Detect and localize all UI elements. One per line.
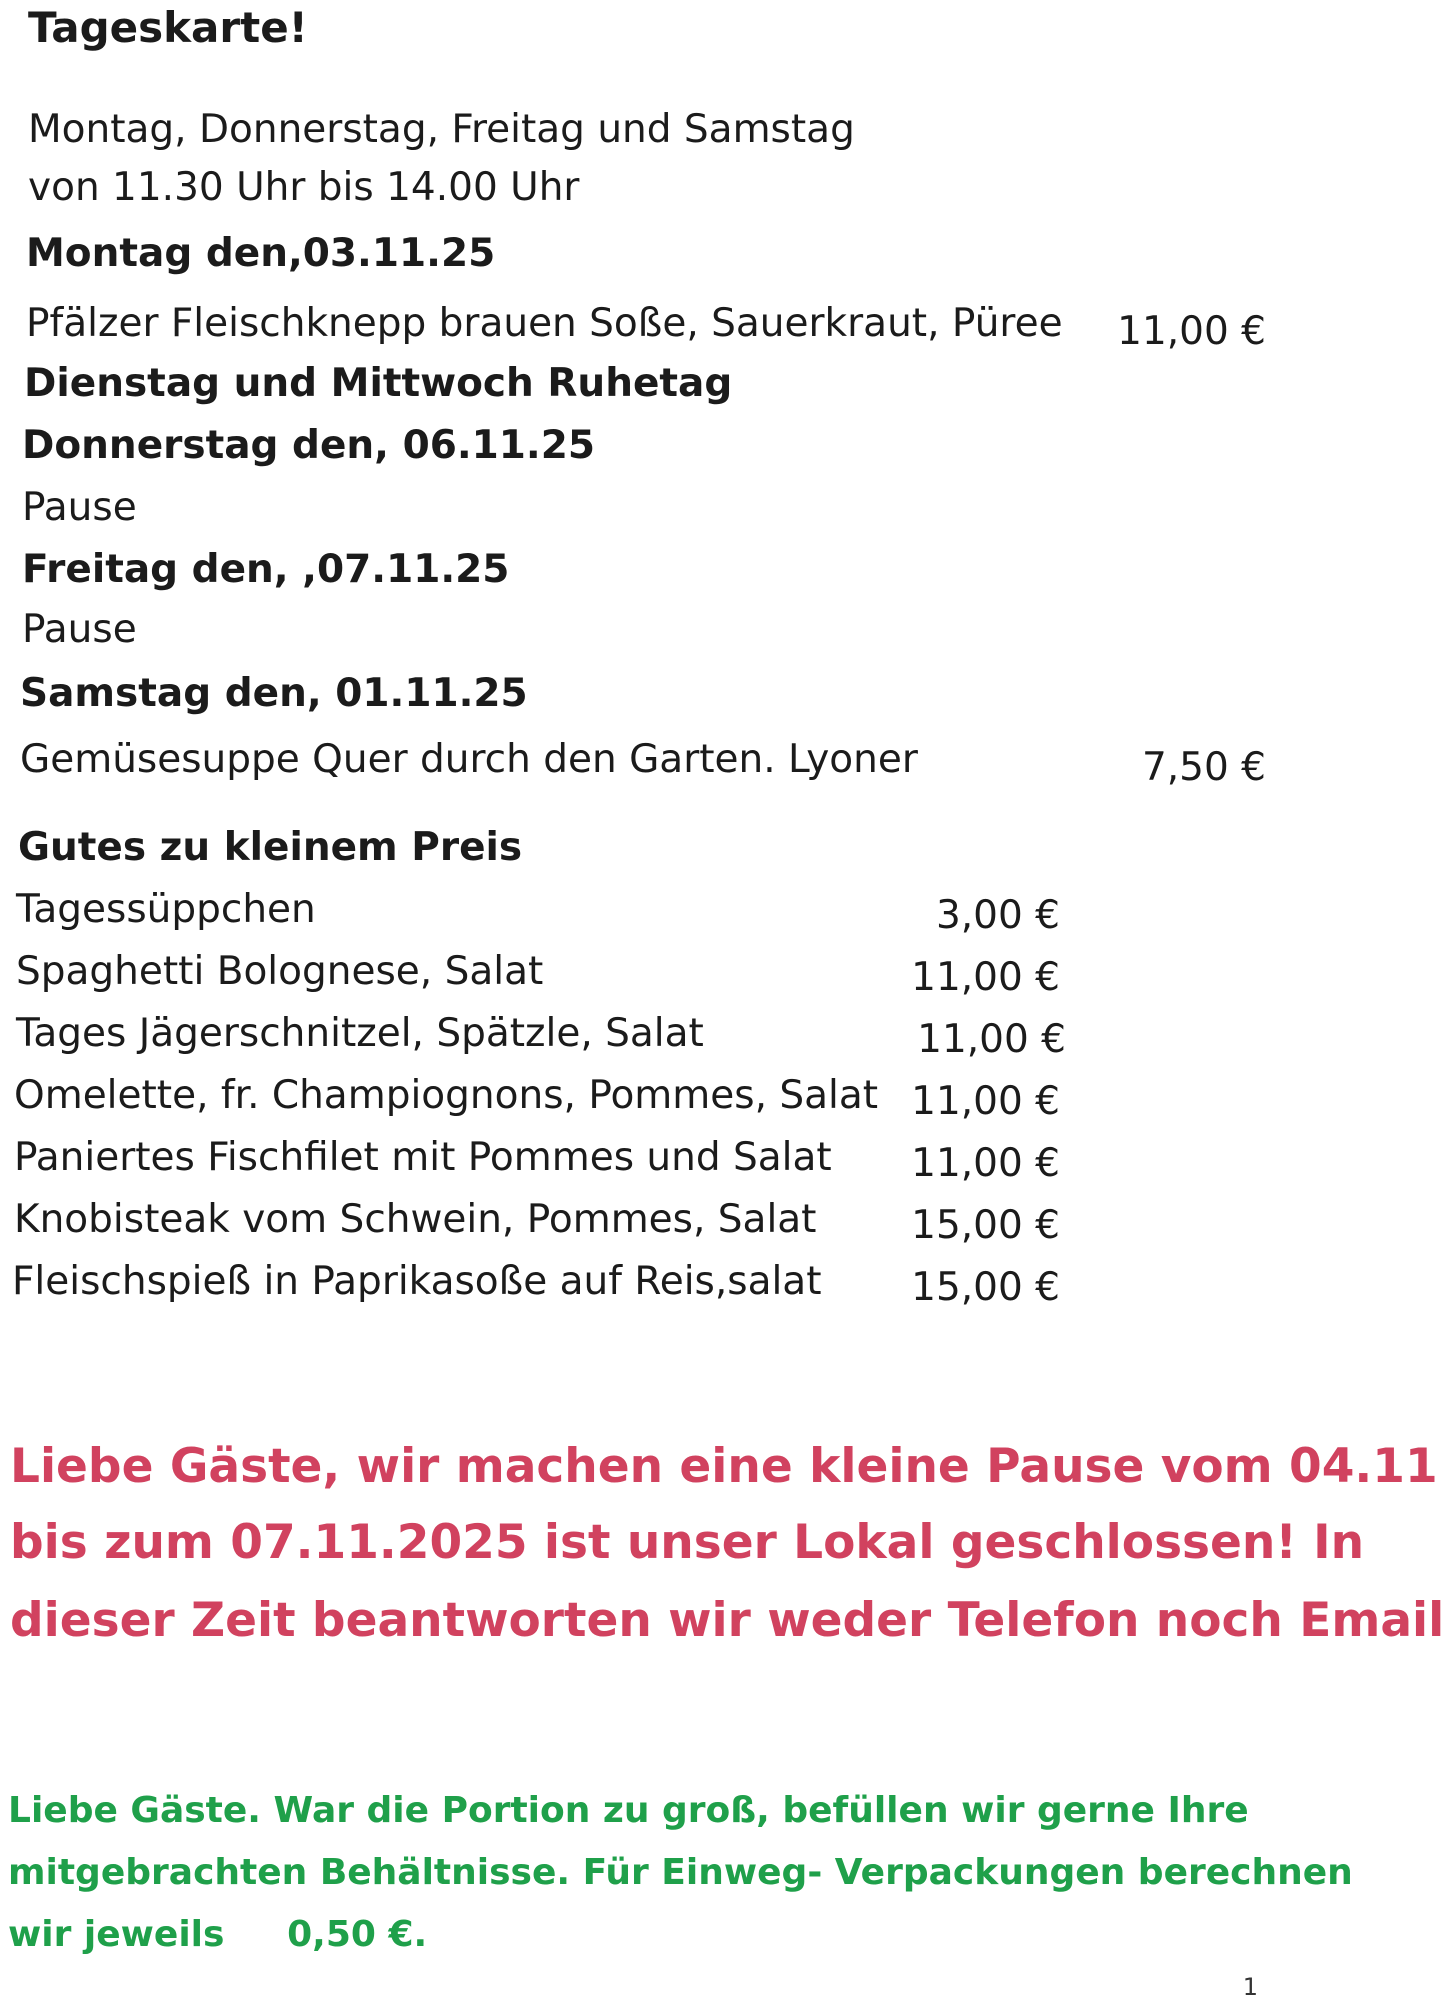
- list-item: Fleischspieß in Paprikasoße auf Reis,salat: [12, 1259, 822, 1304]
- closure-notice-line: bis zum 07.11.2025 ist unser Lokal geschlossen! In: [10, 1515, 1365, 1570]
- container-notice-line: Liebe Gäste. War die Portion zu groß, befüllen wir gerne Ihre: [8, 1790, 1249, 1831]
- list-item: Tages Jägerschnitzel, Spätzle, Salat: [16, 1011, 704, 1056]
- list-item-price: 11,00 €: [917, 1017, 1066, 1062]
- list-item: Omelette, fr. Champiognons, Pommes, Salat: [14, 1073, 879, 1118]
- closure-notice-line: Liebe Gäste, wir machen eine kleine Pause vom 04.11: [10, 1439, 1438, 1494]
- specials-heading: Gutes zu kleinem Preis: [18, 825, 523, 870]
- list-item: Tagessüppchen: [16, 887, 316, 932]
- dish-saturday: Gemüsesuppe Quer durch den Garten. Lyoner: [20, 737, 918, 782]
- list-item-price: 11,00 €: [911, 1141, 1060, 1186]
- list-item-price: 15,00 €: [911, 1203, 1060, 1248]
- list-item-price: 11,00 €: [911, 955, 1060, 1000]
- list-item: Spaghetti Bolognese, Salat: [16, 949, 544, 994]
- opening-hours: von 11.30 Uhr bis 14.00 Uhr: [28, 165, 580, 210]
- container-notice-line: wir jeweils 0,50 €.: [8, 1914, 428, 1955]
- price-saturday: 7,50 €: [1141, 745, 1266, 790]
- day-heading-monday: Montag den,03.11.25: [26, 231, 496, 276]
- list-item: Paniertes Fischfilet mit Pommes und Salat: [14, 1135, 832, 1180]
- page-number: 1: [1242, 1973, 1258, 2001]
- dish-thursday: Pause: [22, 485, 137, 530]
- page-title: Tageskarte!: [28, 3, 308, 52]
- closure-notice-line: dieser Zeit beantworten wir weder Telefon noch Email: [10, 1593, 1444, 1648]
- day-heading-saturday: Samstag den, 01.11.25: [20, 671, 528, 716]
- list-item-price: 3,00 €: [935, 893, 1060, 938]
- day-heading-rest: Dienstag und Mittwoch Ruhetag: [24, 361, 733, 406]
- list-item-price: 11,00 €: [911, 1079, 1060, 1124]
- list-item: Knobisteak vom Schwein, Pommes, Salat: [14, 1197, 817, 1242]
- day-heading-friday: Freitag den, ,07.11.25: [22, 547, 510, 592]
- day-heading-thursday: Donnerstag den, 06.11.25: [22, 423, 596, 468]
- dish-monday: Pfälzer Fleischknepp brauen Soße, Sauerkraut, Püree: [26, 301, 1063, 346]
- price-monday: 11,00 €: [1117, 309, 1266, 354]
- opening-days: Montag, Donnerstag, Freitag und Samstag: [28, 107, 855, 152]
- dish-friday: Pause: [22, 607, 137, 652]
- list-item-price: 15,00 €: [911, 1265, 1060, 1310]
- container-notice-line: mitgebrachten Behältnisse. Für Einweg- Verpackungen berechnen: [8, 1852, 1353, 1893]
